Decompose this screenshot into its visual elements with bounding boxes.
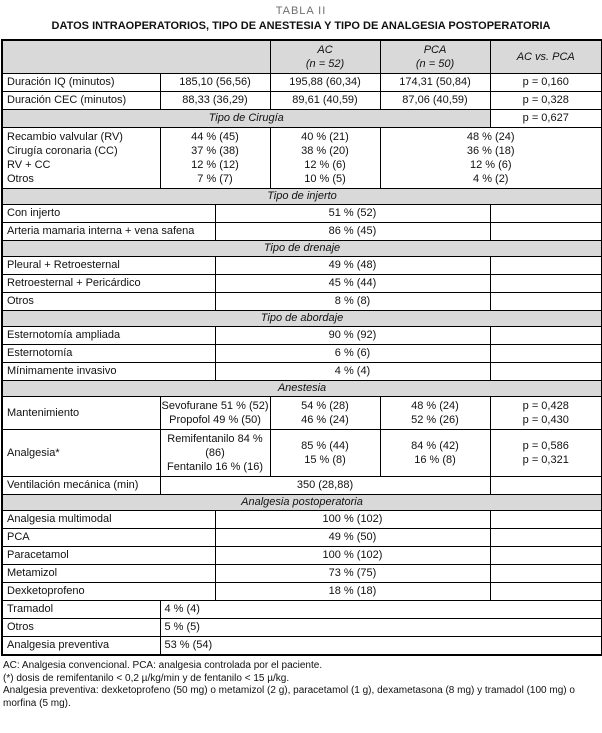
row-label: Mínimamente invasivo: [2, 363, 215, 381]
section-header: Analgesia postoperatoria: [2, 495, 602, 511]
row-label: Otros: [2, 293, 215, 311]
cell-pca: 174,31 (50,84): [380, 74, 490, 92]
line: p = 0,586: [522, 440, 569, 452]
line: 44 % (45): [191, 131, 239, 143]
row-retroesternal-pericardico: [2, 275, 602, 293]
footnote-preventive: Analgesia preventiva: dexketoprofeno (50 mg) o metamizol (2 g), paracetamol (1 g), dexametasona (8 mg) y tramadol (100 mg) o morfina (5 mg).: [3, 685, 575, 709]
row-con-injerto: [2, 205, 602, 223]
cell-total: 88,33 (36,29): [160, 92, 270, 110]
row-analgesia-multimodal: [2, 511, 602, 529]
line: 48 % (24): [466, 131, 515, 143]
section-row-abordaje: [2, 311, 602, 327]
line: Fentanilo 16 % (16): [167, 461, 263, 473]
cell-ac: 89,61 (40,59): [270, 92, 380, 110]
cell-pca: 87,06 (40,59): [380, 92, 490, 110]
table-caption: DATOS INTRAOPERATORIOS, TIPO DE ANESTESIA Y TIPO DE ANALGESIA POSTOPERATORIA: [51, 20, 551, 32]
empty-cell: [490, 477, 602, 495]
row-tramadol: [2, 601, 602, 619]
empty-cell: [490, 327, 602, 345]
cell-pvalue: [490, 397, 602, 430]
cell-total: [160, 397, 270, 430]
header-row: [2, 40, 602, 74]
line: Cirugía coronaria (CC): [7, 145, 118, 157]
header-pca-cell: [380, 40, 490, 74]
row-label: Analgesia preventiva: [2, 637, 160, 656]
line: 12 % (12): [191, 159, 239, 171]
cell-pca: [380, 128, 602, 189]
cell-pvalue: [490, 430, 602, 477]
line: 54 % (28): [301, 400, 349, 412]
line: p = 0,321: [522, 454, 569, 466]
line: Recambio valvular (RV): [7, 131, 123, 143]
line: 7 % (7): [197, 173, 233, 185]
cell-pvalue: p = 0,328: [490, 92, 602, 110]
row-pleural-retroesternal: [2, 257, 602, 275]
empty-cell: [490, 529, 602, 547]
row-arteria-mamaria: [2, 223, 602, 241]
cell-value: 350 (28,88): [160, 477, 490, 495]
line: Sevofurane 51 % (52): [161, 400, 269, 412]
row-label: Esternotomía ampliada: [2, 327, 215, 345]
row-label: Arteria mamaria interna + vena safena: [2, 223, 215, 241]
cell-pca: [380, 430, 490, 477]
line: 40 % (21): [301, 131, 349, 143]
row-analgesia-preventiva: [2, 637, 602, 656]
cell-total: [160, 128, 270, 189]
empty-cell: [490, 223, 602, 241]
cell-total: [160, 430, 270, 477]
cell-value: 45 % (44): [215, 275, 490, 293]
footnotes: [1, 660, 601, 710]
line: 10 % (5): [304, 173, 346, 185]
row-label: Mantenimiento: [2, 397, 160, 430]
cell-ac: [270, 430, 380, 477]
header-pca-n: (n = 50): [415, 58, 455, 70]
cell-value: 53 % (54): [160, 637, 602, 656]
header-ac-n: (n = 52): [305, 58, 345, 70]
section-header: Tipo de Cirugía: [2, 110, 490, 128]
header-ac-cell: [270, 40, 380, 74]
line: 36 % (18): [466, 145, 515, 157]
row-paracetamol: [2, 547, 602, 565]
row-label: Duración IQ (minutos): [2, 74, 160, 92]
line: 12 % (6): [304, 159, 346, 171]
line: p = 0,428: [522, 400, 569, 412]
row-cirugia-block: [2, 128, 602, 189]
line: RV + CC: [7, 159, 51, 171]
row-drenaje-otros: [2, 293, 602, 311]
line: 16 % (8): [414, 454, 456, 466]
row-label: Analgesia multimodal: [2, 511, 215, 529]
row-duracion-cec: [2, 92, 602, 110]
header-pca-label: PCA: [423, 44, 447, 56]
row-pca-postop: [2, 529, 602, 547]
row-dexketoprofeno: [2, 583, 602, 601]
empty-cell: [490, 511, 602, 529]
section-header: Tipo de abordaje: [2, 311, 602, 327]
line: Remifentanilo 84 %: [167, 433, 263, 445]
data-table: [1, 39, 602, 656]
line: 52 % (26): [411, 414, 459, 426]
header-vs-cell: AC vs. PCA: [490, 40, 602, 74]
empty-cell: [490, 275, 602, 293]
line: 4 % (2): [473, 173, 509, 185]
line: Propofol 49 % (50): [169, 414, 261, 426]
cell-value: 5 % (5): [160, 619, 602, 637]
section-header: Tipo de injerto: [2, 189, 602, 205]
cell-value: 90 % (92): [215, 327, 490, 345]
row-analgesia-anestesia: [2, 430, 602, 477]
empty-cell: [490, 345, 602, 363]
empty-cell: [490, 205, 602, 223]
cell-value: 4 % (4): [215, 363, 490, 381]
section-row-postoperatoria: [2, 495, 602, 511]
cell-pvalue: p = 0,627: [490, 110, 602, 128]
cell-value: 6 % (6): [215, 345, 490, 363]
cell-pvalue: p = 0,160: [490, 74, 602, 92]
cell-value: 4 % (4): [160, 601, 602, 619]
line: p = 0,430: [522, 414, 569, 426]
cell-value: 18 % (18): [215, 583, 490, 601]
table-number: TABLA II: [275, 5, 327, 17]
row-label: Tramadol: [2, 601, 160, 619]
line: 38 % (20): [301, 145, 349, 157]
cell-value: 8 % (8): [215, 293, 490, 311]
row-metamizol: [2, 565, 602, 583]
cell-pca: [380, 397, 490, 430]
line: 12 % (6): [469, 159, 512, 171]
row-mantenimiento: [2, 397, 602, 430]
footnote-doses: (*) dosis de remifentanilo < 0,2 µ/kg/min y de fentanilo < 15 µ/kg.: [3, 672, 290, 684]
row-label: Ventilación mecánica (min): [2, 477, 160, 495]
empty-cell: [490, 293, 602, 311]
empty-cell: [490, 547, 602, 565]
cell-total: 185,10 (56,56): [160, 74, 270, 92]
section-row-cirugia: [2, 110, 602, 128]
line: 85 % (44): [301, 440, 349, 452]
cell-value: 100 % (102): [215, 547, 490, 565]
empty-cell: [490, 257, 602, 275]
row-esternotomia: [2, 345, 602, 363]
section-row-injerto: [2, 189, 602, 205]
cell-value: 100 % (102): [215, 511, 490, 529]
row-ventilacion-mecanica: [2, 477, 602, 495]
footnote-abbreviations: AC: Analgesia convencional. PCA: analgesia controlada por el paciente.: [3, 660, 323, 671]
row-esternotomia-ampliada: [2, 327, 602, 345]
row-label: Pleural + Retroesternal: [2, 257, 215, 275]
cell-ac: 195,88 (60,34): [270, 74, 380, 92]
cell-ac: [270, 128, 380, 189]
row-label: PCA: [2, 529, 215, 547]
cell-value: 51 % (52): [215, 205, 490, 223]
section-row-drenaje: [2, 241, 602, 257]
cell-ac: [270, 397, 380, 430]
row-label: Esternotomía: [2, 345, 215, 363]
row-label: Analgesia*: [2, 430, 160, 477]
empty-cell: [490, 583, 602, 601]
cell-value: 49 % (50): [215, 529, 490, 547]
cell-value: 49 % (48): [215, 257, 490, 275]
cell-value: 73 % (75): [215, 565, 490, 583]
header-blank-cell: [2, 40, 270, 74]
row-label: Retroesternal + Pericárdico: [2, 275, 215, 293]
row-label: Metamizol: [2, 565, 215, 583]
empty-cell: [490, 363, 602, 381]
line: 84 % (42): [411, 440, 459, 452]
header-ac-label: AC: [317, 44, 333, 56]
row-label: Otros: [2, 619, 160, 637]
line: 15 % (8): [304, 454, 346, 466]
line: Otros: [7, 173, 34, 185]
row-label: Duración CEC (minutos): [2, 92, 160, 110]
cell-value: 86 % (45): [215, 223, 490, 241]
row-label: Paracetamol: [2, 547, 215, 565]
line: 48 % (24): [411, 400, 459, 412]
row-postop-otros: [2, 619, 602, 637]
section-row-anestesia: [2, 381, 602, 397]
cell-labels: [2, 128, 160, 189]
line: (86): [205, 447, 225, 459]
section-header: Anestesia: [2, 381, 602, 397]
row-label: Con injerto: [2, 205, 215, 223]
row-duracion-iq: [2, 74, 602, 92]
row-minimamente-invasivo: [2, 363, 602, 381]
section-header: Tipo de drenaje: [2, 241, 602, 257]
line: 46 % (24): [301, 414, 349, 426]
empty-cell: [490, 565, 602, 583]
line: 37 % (38): [191, 145, 239, 157]
row-label: Dexketoprofeno: [2, 583, 215, 601]
